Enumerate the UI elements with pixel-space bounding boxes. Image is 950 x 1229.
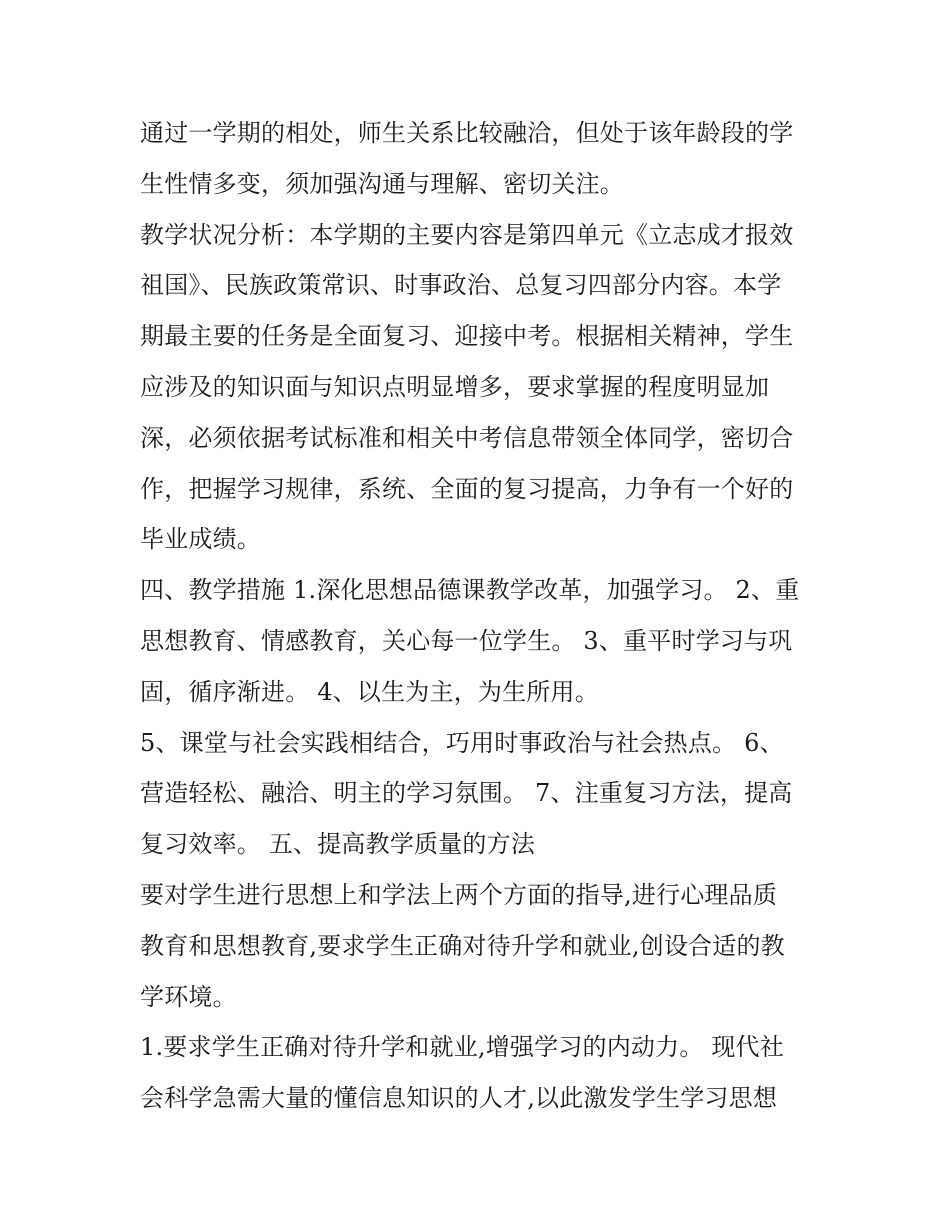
text-line: 教育和思想教育,要求学生正确对待升学和就业,创设合适的教 xyxy=(140,931,785,960)
text-line: 固，循序渐进。 4、以生为主，为生所用。 xyxy=(140,677,599,706)
text-line: 深，必须依据考试标准和相关中考信息带领全体同学，密切合 xyxy=(140,423,794,452)
text-line: 5、课堂与社会实践相结合，巧用时事政治与社会热点。 6、 xyxy=(140,728,784,757)
text-line: 教学状况分析：本学期的主要内容是第四单元《立志成才报效 xyxy=(140,220,794,249)
text-line: 营造轻松、融洽、明主的学习氛围。 7、注重复习方法，提高 xyxy=(140,779,793,808)
text-line: 要对学生进行思想上和学法上两个方面的指导,进行心理品质 xyxy=(140,880,778,909)
text-line: 思想教育、情感教育，关心每一位学生。 3、重平时学习与巩 xyxy=(140,626,793,655)
text-line: 应涉及的知识面与知识点明显增多，要求掌握的程度明显加 xyxy=(140,372,770,401)
text-line: 会科学急需大量的懂信息知识的人才,以此激发学生学习思想 xyxy=(140,1084,778,1113)
text-line: 四、教学措施 1.深化思想品德课教学改革，加强学习。 2、重 xyxy=(140,576,800,605)
text-line: 毕业成绩。 xyxy=(140,525,261,554)
text-line: 通过一学期的相处，师生关系比较融洽，但处于该年龄段的学 xyxy=(140,119,794,147)
document-body xyxy=(140,108,820,1124)
text-line: 生性情多变，须加强沟通与理解、密切关注。 xyxy=(140,169,624,198)
text-line: 复习效率。 五、提高教学质量的方法 xyxy=(140,830,536,859)
text-line: 1.要求学生正确对待升学和就业,增强学习的内动力。 现代社 xyxy=(140,1033,784,1062)
text-line: 祖国》、民族政策常识、时事政治、总复习四部分内容。本学 xyxy=(140,271,782,300)
text-line: 学环境。 xyxy=(140,982,237,1011)
text-line: 期最主要的任务是全面复习、迎接中考。根据相关精神，学生 xyxy=(140,322,794,351)
text-line: 作，把握学习规律，系统、全面的复习提高，力争有一个好的 xyxy=(140,474,794,503)
